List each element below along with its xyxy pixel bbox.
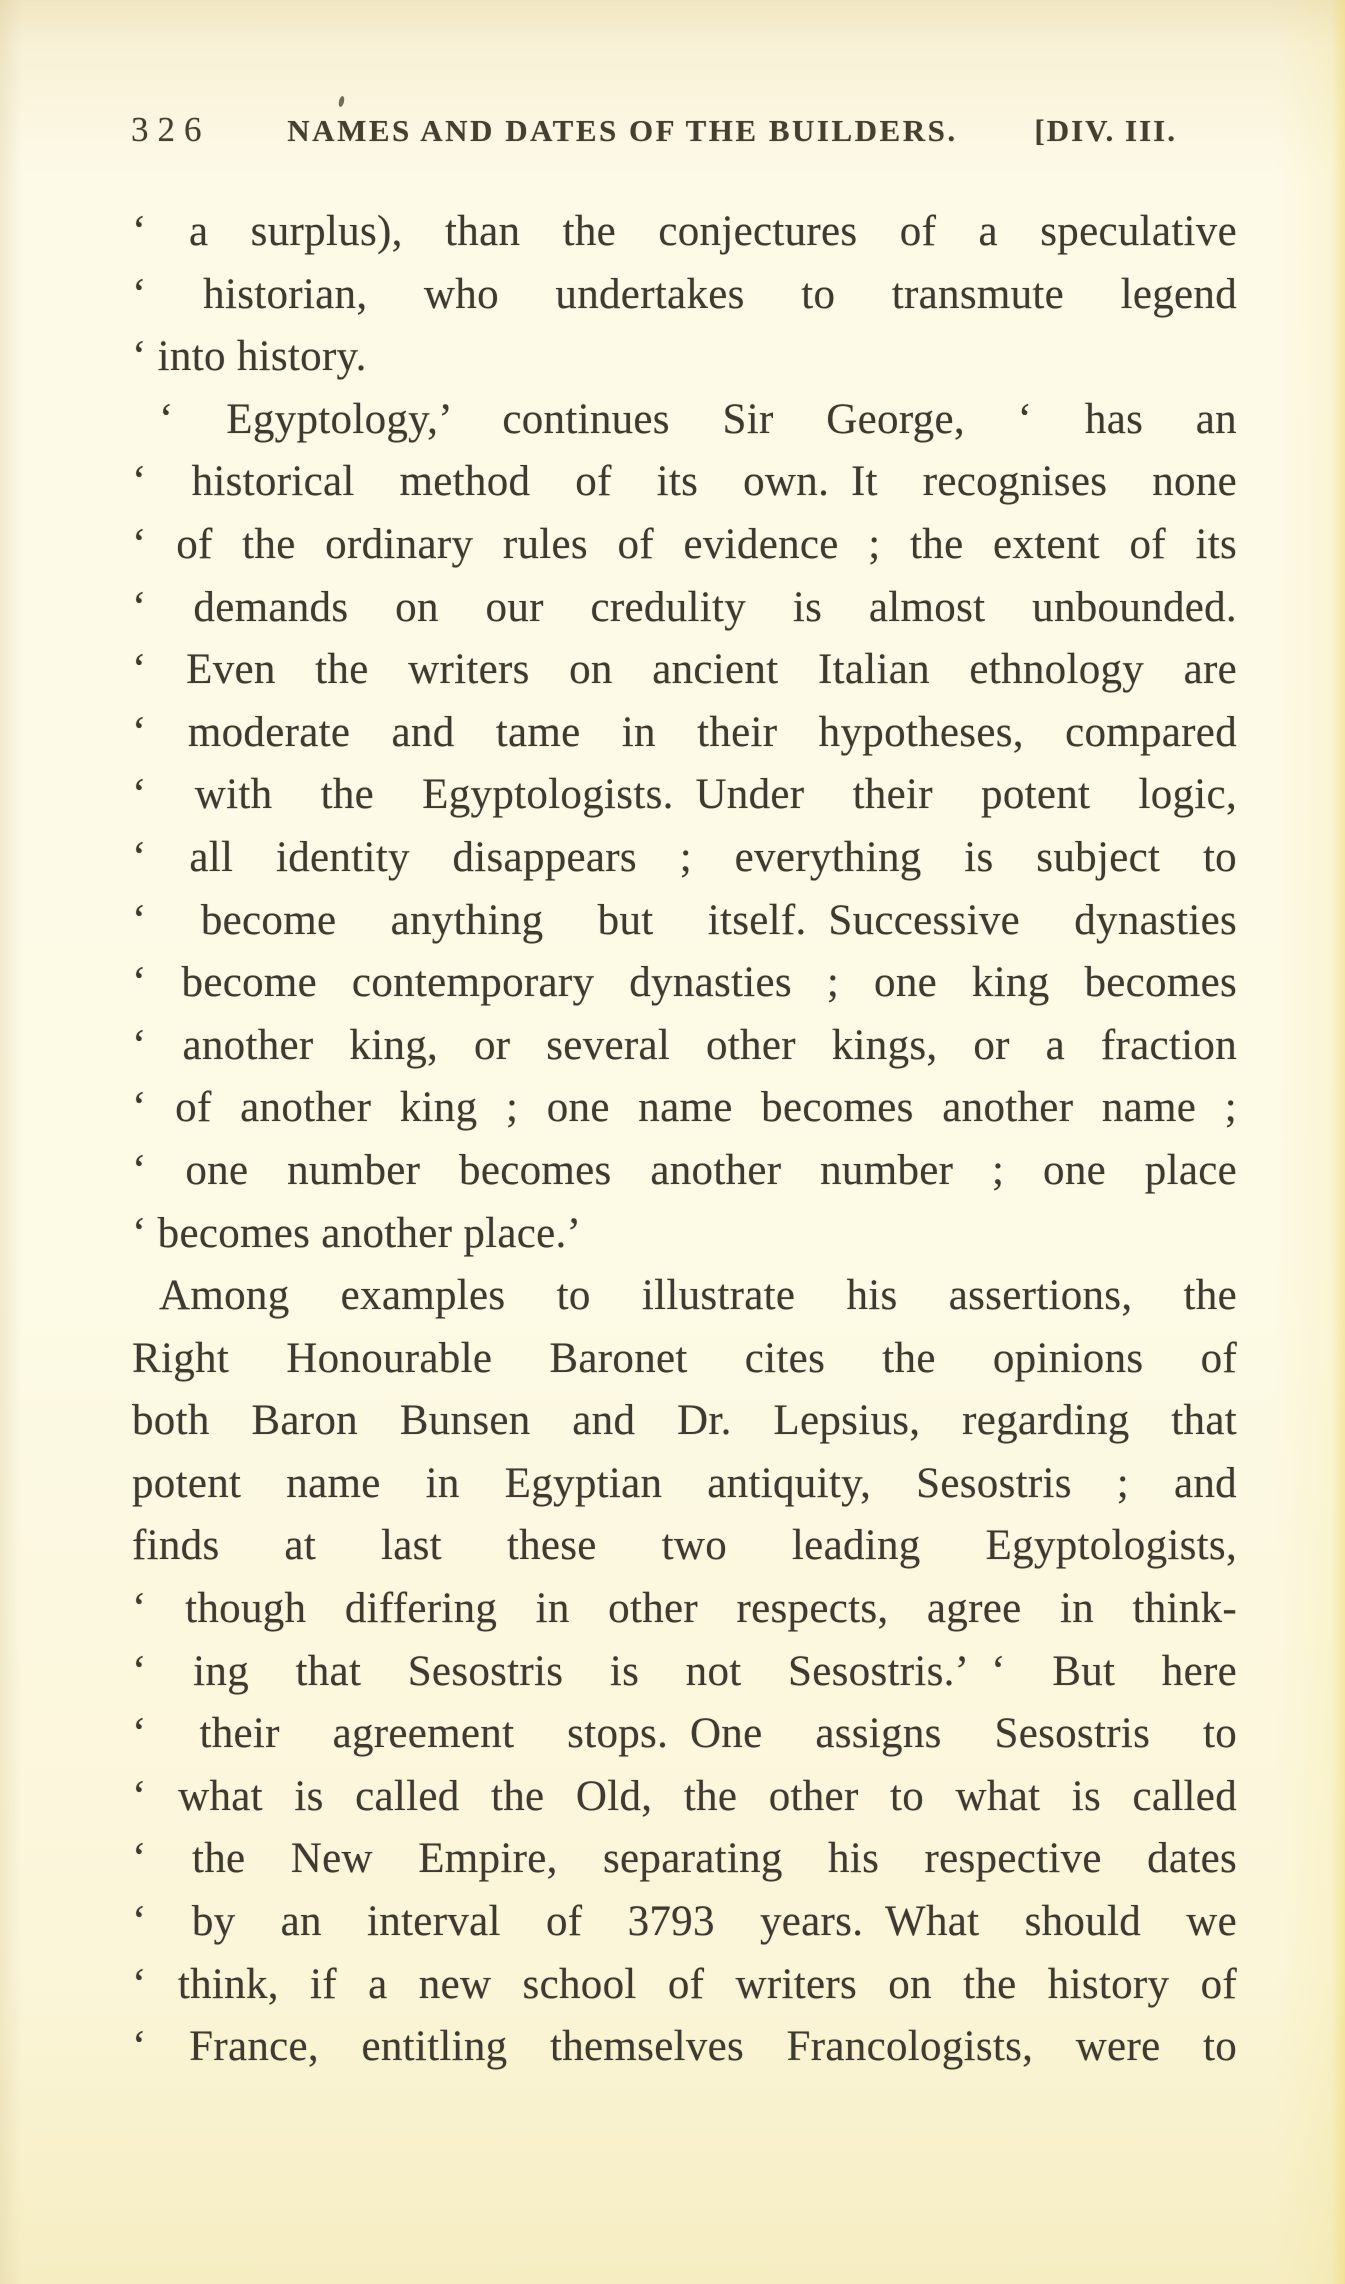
text-line: Right Honourable Baronet cites the opinions of: [132, 1334, 1237, 1382]
text-line: ‘ the New Empire, separating his respective dates: [132, 1835, 1237, 1883]
text-line: potent name in Egyptian antiquity, Sesostris ; and: [132, 1459, 1237, 1507]
text-line: ‘ becomes another place.’: [132, 1209, 582, 1257]
text-line: ‘ all identity disappears ; everything is subject to: [132, 833, 1237, 881]
text-line: ‘ one number becomes another number ; one place: [132, 1146, 1237, 1194]
text-line: ‘ their agreement stops. One assigns Sesostris to: [132, 1710, 1237, 1758]
division-label: [DIV. III.: [1034, 113, 1177, 148]
text-line: ‘ into history.: [132, 333, 367, 381]
text-line: ‘ become contemporary dynasties ; one king becomes: [132, 959, 1237, 1007]
text-line: ‘ become anything but itself. Successive dynasties: [132, 896, 1237, 944]
running-title: NAMES AND DATES OF THE BUILDERS.: [287, 113, 958, 148]
text-line: ‘ France, entitling themselves Francologists, were to: [132, 2023, 1237, 2071]
text-line: ‘ another king, or several other kings, or a fraction: [132, 1021, 1237, 1069]
text-line: ‘ think, if a new school of writers on the history of: [132, 1960, 1237, 2008]
text-block: [132, 201, 1237, 2079]
page-header: [131, 110, 1177, 150]
text-line: ‘ with the Egyptologists. Under their potent logic,: [132, 771, 1237, 819]
text-line: ‘ demands on our credulity is almost unbounded.: [132, 583, 1237, 631]
text-line: ‘ a surplus), than the conjectures of a speculative: [132, 208, 1237, 255]
text-line: ‘ Even the writers on ancient Italian ethnology are: [132, 646, 1237, 694]
text-line: ‘ what is called the Old, the other to what is called: [132, 1772, 1237, 1820]
page-number: 326: [131, 110, 211, 149]
text-line: ‘ Egyptology,’ continues Sir George, ‘ has an: [159, 395, 1237, 443]
text-line: finds at last these two leading Egyptologists,: [132, 1522, 1237, 1570]
text-line: ‘ of the ordinary rules of evidence ; the extent of its: [132, 520, 1237, 568]
text-line: both Baron Bunsen and Dr. Lepsius, regarding that: [132, 1397, 1237, 1445]
text-line: ‘ of another king ; one name becomes another name ;: [132, 1084, 1237, 1132]
text-line: ‘ ing that Sesostris is not Sesostris.’ ‘ But here: [132, 1647, 1237, 1695]
text-line: Among examples to illustrate his assertions, the: [159, 1272, 1237, 1320]
text-line: ‘ historian, who undertakes to transmute legend: [132, 270, 1237, 318]
text-line: ‘ moderate and tame in their hypotheses, compared: [132, 708, 1237, 756]
text-line: ‘ by an interval of 3793 years. What should we: [132, 1898, 1237, 1946]
ink-speck: [338, 96, 346, 108]
text-line: ‘ though differing in other respects, agree in think-: [132, 1585, 1237, 1633]
text-line: ‘ historical method of its own. It recognises none: [132, 458, 1237, 506]
